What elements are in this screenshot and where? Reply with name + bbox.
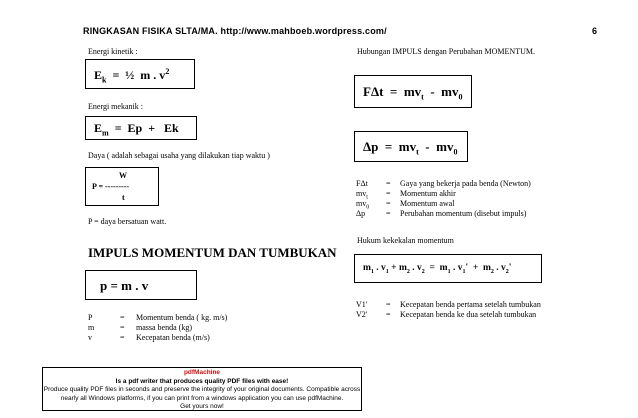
definition-description: massa benda (kg): [136, 323, 192, 332]
definition-row: [356, 189, 586, 199]
momentum-formula-box: [85, 270, 197, 300]
definition-description: Perubahan momentum (disebut impuls): [400, 209, 527, 218]
definition-equals: =: [120, 333, 125, 342]
power-denominator: t: [122, 193, 125, 202]
definition-symbol: FΔt: [356, 179, 368, 188]
conservation-heading: Hukum kekekalan momentum: [357, 236, 454, 245]
momentum-change-formula-box: [354, 131, 468, 162]
power-label: Daya ( adalah sebagai usaha yang dilakukan tiap waktu ): [88, 151, 270, 160]
power-equation: P = ---------: [92, 182, 129, 191]
power-formula-box: [85, 167, 159, 206]
definition-row: [88, 313, 288, 323]
impulse-formula: $F\Delta t = mv_t - mv_0$: [363, 84, 463, 102]
page-header: RINGKASAN FISIKA SLTA/MA. http://www.mahboeb.wordpress.com/: [83, 26, 387, 36]
definition-equals: =: [386, 189, 391, 198]
definition-row: [356, 199, 586, 209]
kinetic-energy-label: Energi kinetik :: [88, 47, 138, 56]
page-number: 6: [592, 26, 598, 36]
mechanical-energy-formula: $E_m = Ep + Ek$: [94, 121, 179, 138]
definition-symbol: P: [88, 313, 93, 322]
definition-description: Kecepatan benda (m/s): [136, 333, 210, 342]
definition-symbol: m: [88, 323, 95, 332]
definition-row: [356, 209, 586, 219]
definition-row: [88, 323, 288, 333]
definition-description: Momentum akhir: [400, 189, 456, 198]
power-unit-text: P = daya bersatuan watt.: [88, 217, 167, 226]
definition-symbol: Δp: [356, 209, 366, 218]
definition-equals: =: [386, 310, 391, 319]
definition-symbol: v: [88, 333, 92, 342]
impulse-formula-box: [354, 75, 472, 108]
definition-equals: =: [120, 323, 125, 332]
definition-description: Gaya yang bekerja pada benda (Newton): [400, 179, 531, 188]
kinetic-energy-formula: $E_k$ = ½ m . $v^2$: [94, 67, 170, 85]
banner-text-line: nearly all Windows platforms, if you can print from a windows application you can use pdfMachine.: [60, 394, 344, 402]
mechanical-energy-label: Energi mekanik :: [88, 102, 143, 111]
definition-description: Kecepatan benda ke dua setelah tumbukan: [400, 310, 537, 319]
pdfmachine-brand: pdfMachine: [183, 369, 221, 376]
momentum-formula: p = m . v: [100, 278, 149, 293]
definition-equals: =: [386, 179, 391, 188]
momentum-change-formula: $\Delta p = mv_t - mv_0$: [363, 139, 458, 157]
banner-text-line: Produce quality PDF files in seconds and preserve the integrity of your original documents. Compatible across: [43, 386, 361, 393]
kinetic-energy-formula-box: [85, 59, 195, 89]
impulse-heading: Hubungan IMPULS dengan Perubahan MOMENTUM.: [357, 47, 535, 56]
conservation-formula: $m_1$ . $v_1 + m_2$ . $v_2 = m_1$ . $v_1' + m_2$ . $v_2'$: [363, 263, 512, 275]
definition-row: [356, 179, 586, 189]
definition-description: Kecepatan benda pertama setelah tumbukan: [400, 300, 541, 309]
conservation-formula-box: [354, 254, 542, 283]
definition-symbol: $mv_0$: [356, 199, 370, 211]
pdfmachine-banner[interactable]: [42, 367, 362, 411]
section-title: IMPULS MOMENTUM DAN TUMBUKAN: [88, 245, 337, 260]
definition-symbol: V2': [356, 310, 368, 319]
definition-row: [88, 333, 288, 343]
definition-row: [356, 310, 596, 320]
banner-tagline: Is a pdf writer that produces quality PDF files with ease!: [115, 377, 289, 385]
definition-row: [356, 300, 596, 310]
definition-equals: =: [120, 313, 125, 322]
definition-description: Momentum benda ( kg. m/s): [136, 313, 228, 322]
definition-symbol: $mv_t$: [356, 189, 368, 201]
definition-equals: =: [386, 209, 391, 218]
definition-description: Momentum awal: [400, 199, 455, 208]
definition-symbol: V1': [356, 300, 368, 309]
momentum-definitions: [88, 313, 288, 343]
definition-equals: =: [386, 300, 391, 309]
banner-cta[interactable]: Get yours now!: [180, 403, 224, 410]
mechanical-energy-formula-box: [85, 116, 197, 140]
impulse-definitions: [356, 179, 586, 219]
velocity-definitions: [356, 300, 596, 320]
definition-equals: =: [386, 199, 391, 208]
power-numerator: W: [119, 171, 127, 180]
